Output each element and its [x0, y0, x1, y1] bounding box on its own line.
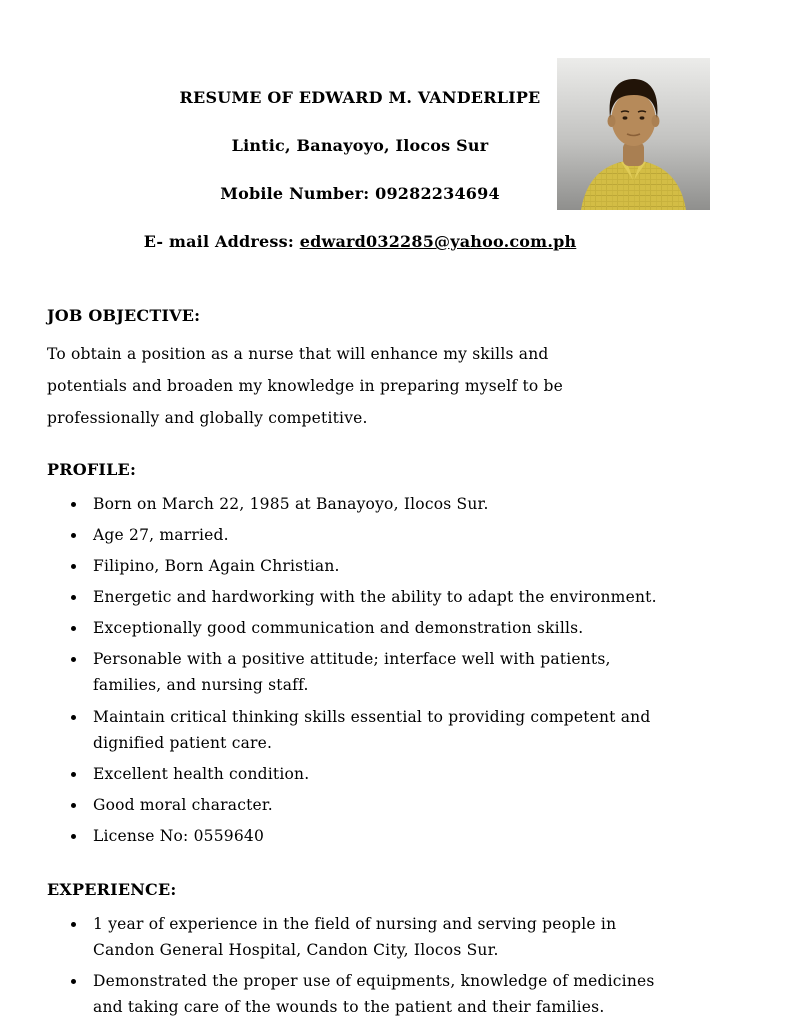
- portrait-photo: [557, 58, 710, 210]
- email-label: E- mail Address:: [143, 232, 300, 251]
- list-item: • Personable with a positive attitude; interface well with patients, families, and nursing staff.: [87, 646, 667, 698]
- email-line: [35, 232, 685, 251]
- profile-heading: PROFILE:: [47, 460, 137, 480]
- experience-heading: EXPERIENCE:: [47, 879, 177, 899]
- email-link[interactable]: edward032285@yahoo.com.ph: [299, 232, 577, 251]
- address-line: Lintic, Banayoyo, Ilocos Sur: [231, 136, 489, 155]
- resume-title: RESUME OF EDWARD M. VANDERLIPE: [179, 88, 541, 107]
- experience-list: [47, 911, 662, 1020]
- list-item: • Age 27, married.: [87, 522, 667, 548]
- section-experience: [47, 854, 707, 1020]
- section-profile: [47, 434, 707, 848]
- person-portrait-icon: [557, 58, 710, 210]
- list-item: • License No: 0559640: [87, 823, 667, 849]
- mobile-line: Mobile Number: 09282234694: [220, 184, 500, 203]
- resume-body: [47, 280, 707, 1020]
- job-objective-text: To obtain a position as a nurse that will enhance my skills and potentials and broaden my knowledge in preparing myself to be professionally and globally competitive.: [47, 345, 564, 427]
- section-job-objective: [47, 280, 707, 434]
- list-item: • Born on March 22, 1985 at Banayoyo, Ilocos Sur.: [87, 491, 667, 517]
- list-item: • Excellent health condition.: [87, 761, 667, 787]
- list-item: • Filipino, Born Again Christian.: [87, 553, 667, 579]
- profile-list: [47, 491, 667, 848]
- list-item: • 1 year of experience in the field of nursing and serving people in Candon General Hospital, Candon City, Ilocos Sur.: [87, 911, 662, 963]
- list-item: • Maintain critical thinking skills essential to providing competent and dignified patient care.: [87, 704, 667, 756]
- job-objective-heading: JOB OBJECTIVE:: [47, 306, 201, 325]
- list-item: • Exceptionally good communication and demonstration skills.: [87, 615, 667, 641]
- list-item: • Energetic and hardworking with the ability to adapt the environment.: [87, 584, 667, 610]
- list-item: • Good moral character.: [87, 792, 667, 818]
- list-item: • Demonstrated the proper use of equipments, knowledge of medicines and taking care of the wounds to the patient and their families.: [87, 968, 662, 1020]
